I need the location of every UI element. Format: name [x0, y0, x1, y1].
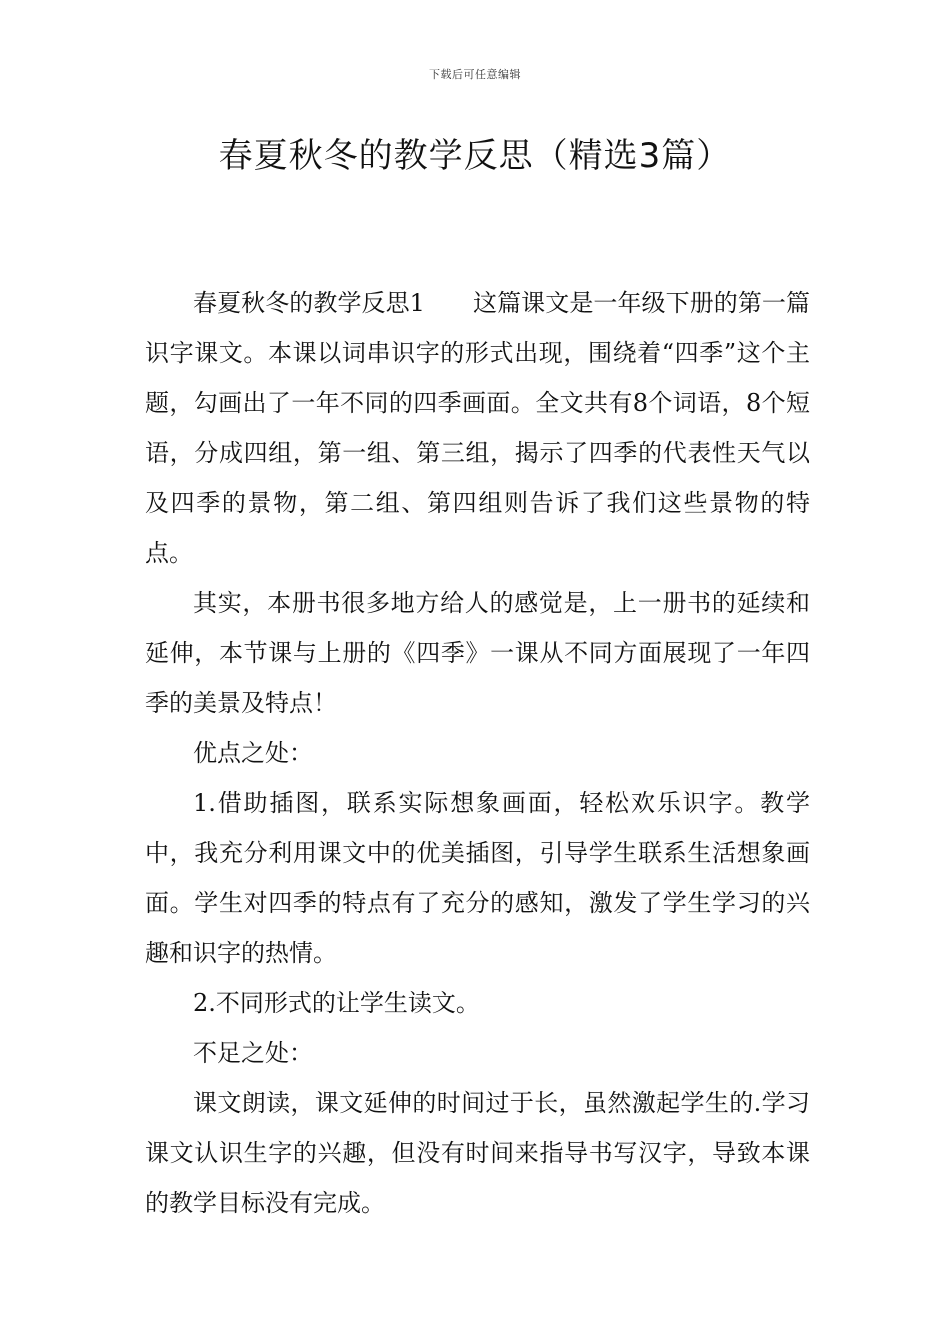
- paragraph-weaknesses-heading: 不足之处：: [193, 1039, 313, 1067]
- paragraph-strength-2: 2.不同形式的让学生读文。: [193, 989, 480, 1017]
- paragraph-2: 其实，本册书很多地方给人的感觉是，上一册书的延续和延伸，本节课与上册的《四季》一课从不同方面展现了一年四季的美景及特点！: [145, 589, 810, 717]
- paragraph-1-text: 这篇课文是一年级下册的第一篇识字课文。本课以词串识字的形式出现，围绕着“四季”这个主题，勾画出了一年不同的四季画面。全文共有8个词语，8个短语，分成四组，第一组、第三组，揭示了四季的代表性天气以及四季的景物，第二组、第四组则告诉了我们这些景物的特点。: [145, 289, 810, 567]
- document-body: [145, 278, 810, 1228]
- document-title: 春夏秋冬的教学反思（精选3篇）: [218, 136, 732, 176]
- paragraph-weakness-1: 课文朗读，课文延伸的时间过于长，虽然激起学生的.学习课文认识生字的兴趣，但没有时间来指导书写汉字，导致本课的教学目标没有完成。: [145, 1089, 810, 1217]
- paragraph-strength-1: 1.借助插图，联系实际想象画面，轻松欢乐识字。教学中，我充分利用课文中的优美插图，引导学生联系生活想象画面。学生对四季的特点有了充分的感知，激发了学生学习的兴趣和识字的热情。: [145, 789, 810, 967]
- paragraph-1-heading: 春夏秋冬的教学反思1: [193, 289, 425, 317]
- paragraph-1: [145, 278, 810, 578]
- header-note: 下载后可任意编辑: [429, 68, 521, 81]
- paragraph-strengths-heading: 优点之处：: [193, 739, 313, 767]
